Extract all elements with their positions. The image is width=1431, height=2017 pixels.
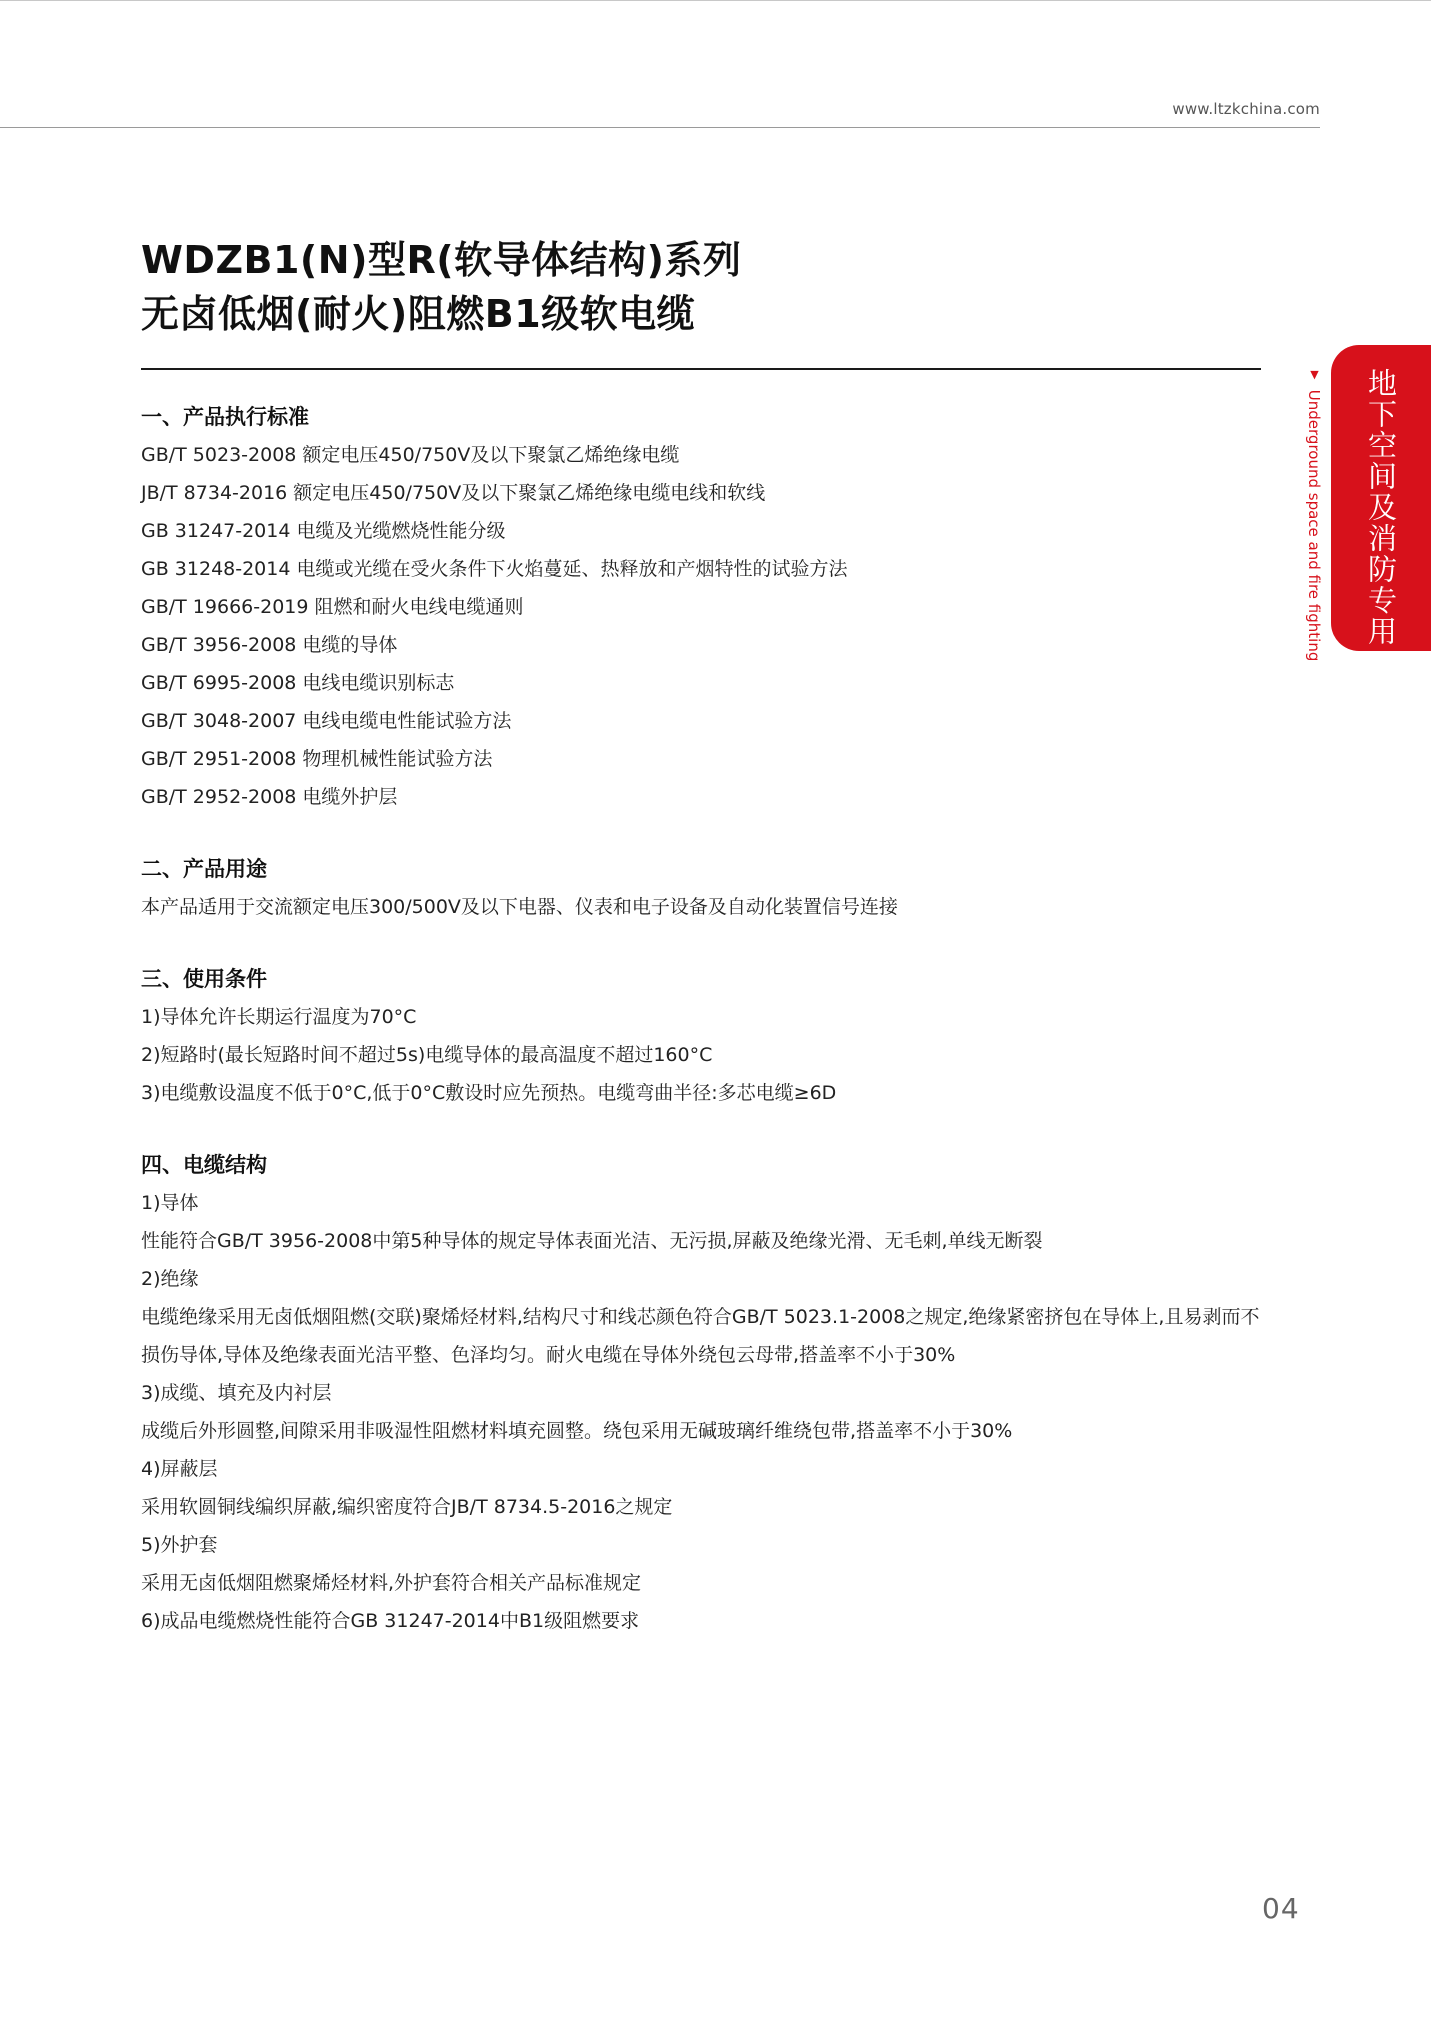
usage-text: 本产品适用于交流额定电压300/500V及以下电器、仪表和电子设备及自动化装置信号连接 (141, 896, 898, 918)
category-english-label (1302, 368, 1326, 661)
category-english-text: Underground space and fire fighting (1305, 389, 1323, 662)
section-heading: 四、电缆结构 (141, 1153, 267, 1177)
structure-text: 性能符合GB/T 3956-2008中第5种导体的规定导体表面光洁、无污损,屏蔽及绝缘光滑、无毛刺,单线无断裂 (141, 1230, 1043, 1252)
section-structure (141, 1146, 1261, 1640)
standard-item: GB 31247-2014 电缆及光缆燃烧性能分级 (141, 520, 506, 542)
structure-text: 采用软圆铜线编织屏蔽,编织密度符合JB/T 8734.5-2016之规定 (141, 1496, 673, 1518)
standard-item: GB/T 5023-2008 额定电压450/750V及以下聚氯乙烯绝缘电缆 (141, 444, 680, 466)
section-standards (141, 398, 1261, 816)
triangle-down-icon: ▼ (1308, 368, 1321, 381)
structure-subtitle: 3)成缆、填充及内衬层 (141, 1382, 332, 1404)
header-divider (0, 127, 1320, 128)
standard-item: JB/T 8734-2016 额定电压450/750V及以下聚氯乙烯绝缘电缆电线和软线 (141, 482, 766, 504)
structure-text: 采用无卤低烟阻燃聚烯烃材料,外护套符合相关产品标准规定 (141, 1572, 642, 1594)
section-heading: 三、使用条件 (141, 967, 267, 991)
site-url[interactable]: www.ltzkchina.com (1172, 100, 1320, 118)
standard-item: GB/T 3048-2007 电线电缆电性能试验方法 (141, 710, 512, 732)
page-number: 04 (1262, 1892, 1300, 1925)
condition-item: 2)短路时(最长短路时间不超过5s)电缆导体的最高温度不超过160°C (141, 1044, 713, 1066)
standard-item: GB/T 19666-2019 阻燃和耐火电线电缆通则 (141, 596, 524, 618)
structure-text: 成缆后外形圆整,间隙采用非吸湿性阻燃材料填充圆整。绕包采用无碱玻璃纤维绕包带,搭盖率不小于30% (141, 1420, 1013, 1442)
section-heading: 一、产品执行标准 (141, 405, 309, 429)
category-side-tab-label: 地下空间及消防专用 (1364, 368, 1398, 647)
condition-item: 3)电缆敷设温度不低于0°C,低于0°C敷设时应先预热。电缆弯曲半径:多芯电缆≥6D (141, 1082, 837, 1104)
standard-item: GB/T 3956-2008 电缆的导体 (141, 634, 398, 656)
section-heading: 二、产品用途 (141, 857, 267, 881)
structure-text: 电缆绝缘采用无卤低烟阻燃(交联)聚烯烃材料,结构尺寸和线芯颜色符合GB/T 5023.1-2008之规定,绝缘紧密挤包在导体上,且易剥而不损伤导体,导体及绝缘表面光洁平整、色泽均匀。耐火电缆在导体外绕包云母带,搭盖率不小于30% (141, 1306, 1260, 1366)
title-line-1: WDZB1(N)型R(软导体结构)系列 (141, 238, 742, 282)
standard-item: GB/T 2952-2008 电缆外护层 (141, 786, 398, 808)
structure-text: 6)成品电缆燃烧性能符合GB 31247-2014中B1级阻燃要求 (141, 1610, 640, 1632)
page-title (141, 233, 741, 341)
structure-subtitle: 4)屏蔽层 (141, 1458, 218, 1480)
title-divider (141, 368, 1261, 370)
title-line-2: 无卤低烟(耐火)阻燃B1级软电缆 (141, 292, 696, 336)
structure-subtitle: 2)绝缘 (141, 1268, 199, 1290)
condition-item: 1)导体允许长期运行温度为70°C (141, 1006, 417, 1028)
section-conditions (141, 960, 1261, 1112)
top-border (0, 0, 1431, 1)
section-usage (141, 850, 1261, 926)
main-content (141, 398, 1261, 1674)
standard-item: GB/T 2951-2008 物理机械性能试验方法 (141, 748, 493, 770)
structure-subtitle: 1)导体 (141, 1192, 199, 1214)
standard-item: GB/T 6995-2008 电线电缆识别标志 (141, 672, 455, 694)
standard-item: GB 31248-2014 电缆或光缆在受火条件下火焰蔓延、热释放和产烟特性的试验方法 (141, 558, 848, 580)
structure-subtitle: 5)外护套 (141, 1534, 218, 1556)
